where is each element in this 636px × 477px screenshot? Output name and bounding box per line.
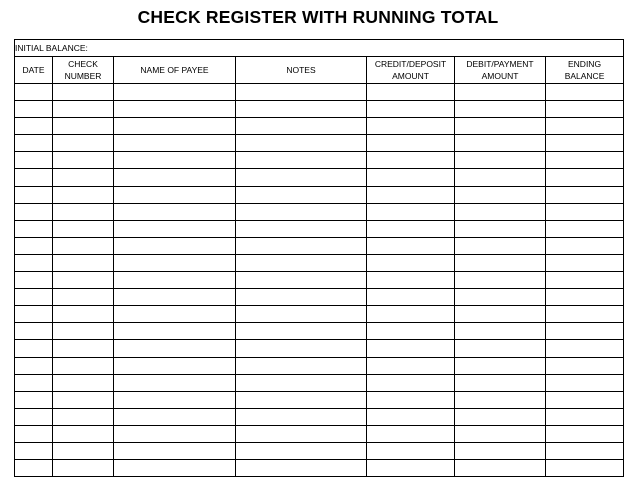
table-row	[15, 254, 624, 271]
cell-payee[interactable]	[114, 391, 236, 408]
cell-payee[interactable]	[114, 186, 236, 203]
cell-notes[interactable]	[236, 169, 367, 186]
check-register-table	[14, 39, 624, 477]
cell-debit[interactable]	[455, 186, 546, 203]
cell-debit[interactable]	[455, 442, 546, 459]
cell-ending[interactable]	[546, 254, 624, 271]
cell-credit[interactable]	[367, 101, 455, 118]
cell-debit[interactable]	[455, 237, 546, 254]
cell-credit[interactable]	[367, 306, 455, 323]
table-row	[15, 169, 624, 186]
cell-notes[interactable]	[236, 135, 367, 152]
column-header-line1: CHECK	[68, 59, 98, 69]
cell-credit[interactable]	[367, 84, 455, 101]
table-row	[15, 203, 624, 220]
cell-credit[interactable]	[367, 203, 455, 220]
table-row	[15, 460, 624, 477]
cell-debit[interactable]	[455, 135, 546, 152]
table-row	[15, 408, 624, 425]
cell-notes[interactable]	[236, 425, 367, 442]
cell-check-number[interactable]	[53, 101, 114, 118]
cell-credit[interactable]	[367, 340, 455, 357]
cell-debit[interactable]	[455, 374, 546, 391]
cell-check-number[interactable]	[53, 84, 114, 101]
cell-payee[interactable]	[114, 323, 236, 340]
cell-debit[interactable]	[455, 220, 546, 237]
column-header-line2: BALANCE	[564, 71, 605, 81]
cell-credit[interactable]	[367, 408, 455, 425]
cell-debit[interactable]	[455, 391, 546, 408]
cell-credit[interactable]	[367, 460, 455, 477]
table-row	[15, 135, 624, 152]
cell-ending[interactable]	[546, 118, 624, 135]
cell-payee[interactable]	[114, 425, 236, 442]
column-header-line2: AMOUNT	[392, 71, 429, 81]
page-title: CHECK REGISTER WITH RUNNING TOTAL	[137, 7, 499, 27]
cell-check-number[interactable]	[53, 220, 114, 237]
table-row	[15, 323, 624, 340]
cell-check-number[interactable]	[53, 237, 114, 254]
cell-notes[interactable]	[236, 203, 367, 220]
cell-notes[interactable]	[236, 254, 367, 271]
cell-notes[interactable]	[236, 374, 367, 391]
column-header-line1: NOTES	[286, 65, 316, 75]
column-header-row	[15, 57, 624, 84]
cell-notes[interactable]	[236, 220, 367, 237]
cell-debit[interactable]	[455, 340, 546, 357]
cell-debit[interactable]	[455, 357, 546, 374]
cell-debit[interactable]	[455, 254, 546, 271]
cell-date[interactable]	[15, 340, 53, 357]
cell-credit[interactable]	[367, 374, 455, 391]
column-header-debit	[455, 57, 546, 84]
cell-payee[interactable]	[114, 152, 236, 169]
cell-payee[interactable]	[114, 460, 236, 477]
cell-payee[interactable]	[114, 340, 236, 357]
cell-ending[interactable]	[546, 408, 624, 425]
cell-date[interactable]	[15, 460, 53, 477]
cell-credit[interactable]	[367, 391, 455, 408]
table-row	[15, 118, 624, 135]
cell-check-number[interactable]	[53, 408, 114, 425]
cell-debit[interactable]	[455, 203, 546, 220]
cell-payee[interactable]	[114, 237, 236, 254]
cell-debit[interactable]	[455, 323, 546, 340]
cell-payee[interactable]	[114, 169, 236, 186]
column-header-line2: NUMBER	[64, 71, 102, 81]
cell-credit[interactable]	[367, 237, 455, 254]
cell-ending[interactable]	[546, 357, 624, 374]
cell-payee[interactable]	[114, 408, 236, 425]
cell-payee[interactable]	[114, 272, 236, 289]
cell-ending[interactable]	[546, 186, 624, 203]
cell-credit[interactable]	[367, 442, 455, 459]
cell-notes[interactable]	[236, 357, 367, 374]
cell-ending[interactable]	[546, 169, 624, 186]
column-header-line1: DEBIT/PAYMENT	[466, 59, 534, 69]
column-header-check-number	[53, 57, 114, 84]
cell-ending[interactable]	[546, 425, 624, 442]
cell-notes[interactable]	[236, 289, 367, 306]
cell-ending[interactable]	[546, 391, 624, 408]
cell-payee[interactable]	[114, 118, 236, 135]
cell-date[interactable]	[15, 289, 53, 306]
cell-debit[interactable]	[455, 118, 546, 135]
cell-notes[interactable]	[236, 442, 367, 459]
cell-check-number[interactable]	[53, 152, 114, 169]
cell-date[interactable]	[15, 323, 53, 340]
cell-notes[interactable]	[236, 391, 367, 408]
cell-check-number[interactable]	[53, 254, 114, 271]
cell-credit[interactable]	[367, 169, 455, 186]
column-header-ending	[546, 57, 624, 84]
cell-date[interactable]	[15, 118, 53, 135]
cell-debit[interactable]	[455, 306, 546, 323]
cell-check-number[interactable]	[53, 374, 114, 391]
table-row	[15, 357, 624, 374]
cell-date[interactable]	[15, 391, 53, 408]
cell-ending[interactable]	[546, 220, 624, 237]
cell-date[interactable]	[15, 84, 53, 101]
cell-payee[interactable]	[114, 374, 236, 391]
column-header-credit	[367, 57, 455, 84]
cell-check-number[interactable]	[53, 289, 114, 306]
cell-payee[interactable]	[114, 289, 236, 306]
cell-notes[interactable]	[236, 152, 367, 169]
cell-notes[interactable]	[236, 272, 367, 289]
cell-date[interactable]	[15, 254, 53, 271]
cell-date[interactable]	[15, 203, 53, 220]
cell-check-number[interactable]	[53, 323, 114, 340]
cell-payee[interactable]	[114, 101, 236, 118]
cell-check-number[interactable]	[53, 186, 114, 203]
cell-notes[interactable]	[236, 323, 367, 340]
cell-credit[interactable]	[367, 289, 455, 306]
cell-debit[interactable]	[455, 101, 546, 118]
cell-date[interactable]	[15, 408, 53, 425]
cell-credit[interactable]	[367, 425, 455, 442]
table-row	[15, 84, 624, 101]
cell-date[interactable]	[15, 152, 53, 169]
cell-check-number[interactable]	[53, 272, 114, 289]
cell-debit[interactable]	[455, 152, 546, 169]
cell-credit[interactable]	[367, 135, 455, 152]
cell-ending[interactable]	[546, 442, 624, 459]
cell-date[interactable]	[15, 357, 53, 374]
cell-payee[interactable]	[114, 306, 236, 323]
cell-ending[interactable]	[546, 135, 624, 152]
cell-payee[interactable]	[114, 220, 236, 237]
cell-ending[interactable]	[546, 101, 624, 118]
cell-payee[interactable]	[114, 84, 236, 101]
cell-date[interactable]	[15, 169, 53, 186]
table-row	[15, 442, 624, 459]
cell-credit[interactable]	[367, 220, 455, 237]
cell-notes[interactable]	[236, 340, 367, 357]
cell-payee[interactable]	[114, 254, 236, 271]
cell-check-number[interactable]	[53, 391, 114, 408]
cell-payee[interactable]	[114, 135, 236, 152]
cell-ending[interactable]	[546, 460, 624, 477]
cell-ending[interactable]	[546, 84, 624, 101]
cell-notes[interactable]	[236, 186, 367, 203]
cell-check-number[interactable]	[53, 203, 114, 220]
cell-check-number[interactable]	[53, 135, 114, 152]
cell-check-number[interactable]	[53, 118, 114, 135]
cell-ending[interactable]	[546, 289, 624, 306]
cell-debit[interactable]	[455, 84, 546, 101]
column-header-line2: AMOUNT	[481, 71, 519, 81]
cell-check-number[interactable]	[53, 306, 114, 323]
column-header-line1: DATE	[22, 65, 45, 75]
initial-balance-row	[15, 40, 624, 57]
table-row	[15, 340, 624, 357]
cell-ending[interactable]	[546, 203, 624, 220]
cell-debit[interactable]	[455, 289, 546, 306]
table-row	[15, 152, 624, 169]
cell-notes[interactable]	[236, 101, 367, 118]
cell-check-number[interactable]	[53, 442, 114, 459]
cell-payee[interactable]	[114, 442, 236, 459]
cell-debit[interactable]	[455, 169, 546, 186]
cell-notes[interactable]	[236, 118, 367, 135]
column-header-line1: NAME OF PAYEE	[140, 65, 209, 75]
cell-notes[interactable]	[236, 408, 367, 425]
cell-credit[interactable]	[367, 254, 455, 271]
cell-date[interactable]	[15, 101, 53, 118]
cell-debit[interactable]	[455, 408, 546, 425]
cell-debit[interactable]	[455, 460, 546, 477]
cell-check-number[interactable]	[53, 460, 114, 477]
table-row	[15, 186, 624, 203]
table-row	[15, 289, 624, 306]
column-header-line1: ENDING	[568, 59, 602, 69]
table-row	[15, 306, 624, 323]
column-header-date	[15, 57, 53, 84]
initial-balance-label[interactable]: INITIAL BALANCE:	[15, 40, 624, 57]
table-row	[15, 237, 624, 254]
cell-ending[interactable]	[546, 306, 624, 323]
cell-credit[interactable]	[367, 186, 455, 203]
cell-debit[interactable]	[455, 272, 546, 289]
cell-ending[interactable]	[546, 374, 624, 391]
cell-ending[interactable]	[546, 340, 624, 357]
cell-check-number[interactable]	[53, 357, 114, 374]
cell-payee[interactable]	[114, 203, 236, 220]
cell-notes[interactable]	[236, 237, 367, 254]
cell-date[interactable]	[15, 237, 53, 254]
table-row	[15, 374, 624, 391]
table-row	[15, 391, 624, 408]
cell-ending[interactable]	[546, 152, 624, 169]
cell-notes[interactable]	[236, 84, 367, 101]
column-header-payee	[114, 57, 236, 84]
cell-check-number[interactable]	[53, 169, 114, 186]
cell-date[interactable]	[15, 186, 53, 203]
cell-check-number[interactable]	[53, 425, 114, 442]
cell-notes[interactable]	[236, 460, 367, 477]
cell-credit[interactable]	[367, 357, 455, 374]
column-header-line1: CREDIT/DEPOSIT	[374, 59, 447, 69]
column-header-notes	[236, 57, 367, 84]
cell-notes[interactable]	[236, 306, 367, 323]
table-row	[15, 220, 624, 237]
cell-date[interactable]	[15, 272, 53, 289]
cell-credit[interactable]	[367, 323, 455, 340]
cell-payee[interactable]	[114, 357, 236, 374]
cell-date[interactable]	[15, 374, 53, 391]
cell-credit[interactable]	[367, 272, 455, 289]
cell-credit[interactable]	[367, 152, 455, 169]
table-row	[15, 425, 624, 442]
cell-credit[interactable]	[367, 118, 455, 135]
cell-ending[interactable]	[546, 272, 624, 289]
cell-date[interactable]	[15, 306, 53, 323]
cell-date[interactable]	[15, 220, 53, 237]
table-row	[15, 272, 624, 289]
cell-date[interactable]	[15, 442, 53, 459]
table-row	[15, 101, 624, 118]
cell-debit[interactable]	[455, 425, 546, 442]
cell-date[interactable]	[15, 135, 53, 152]
cell-check-number[interactable]	[53, 340, 114, 357]
cell-ending[interactable]	[546, 323, 624, 340]
cell-date[interactable]	[15, 425, 53, 442]
cell-ending[interactable]	[546, 237, 624, 254]
